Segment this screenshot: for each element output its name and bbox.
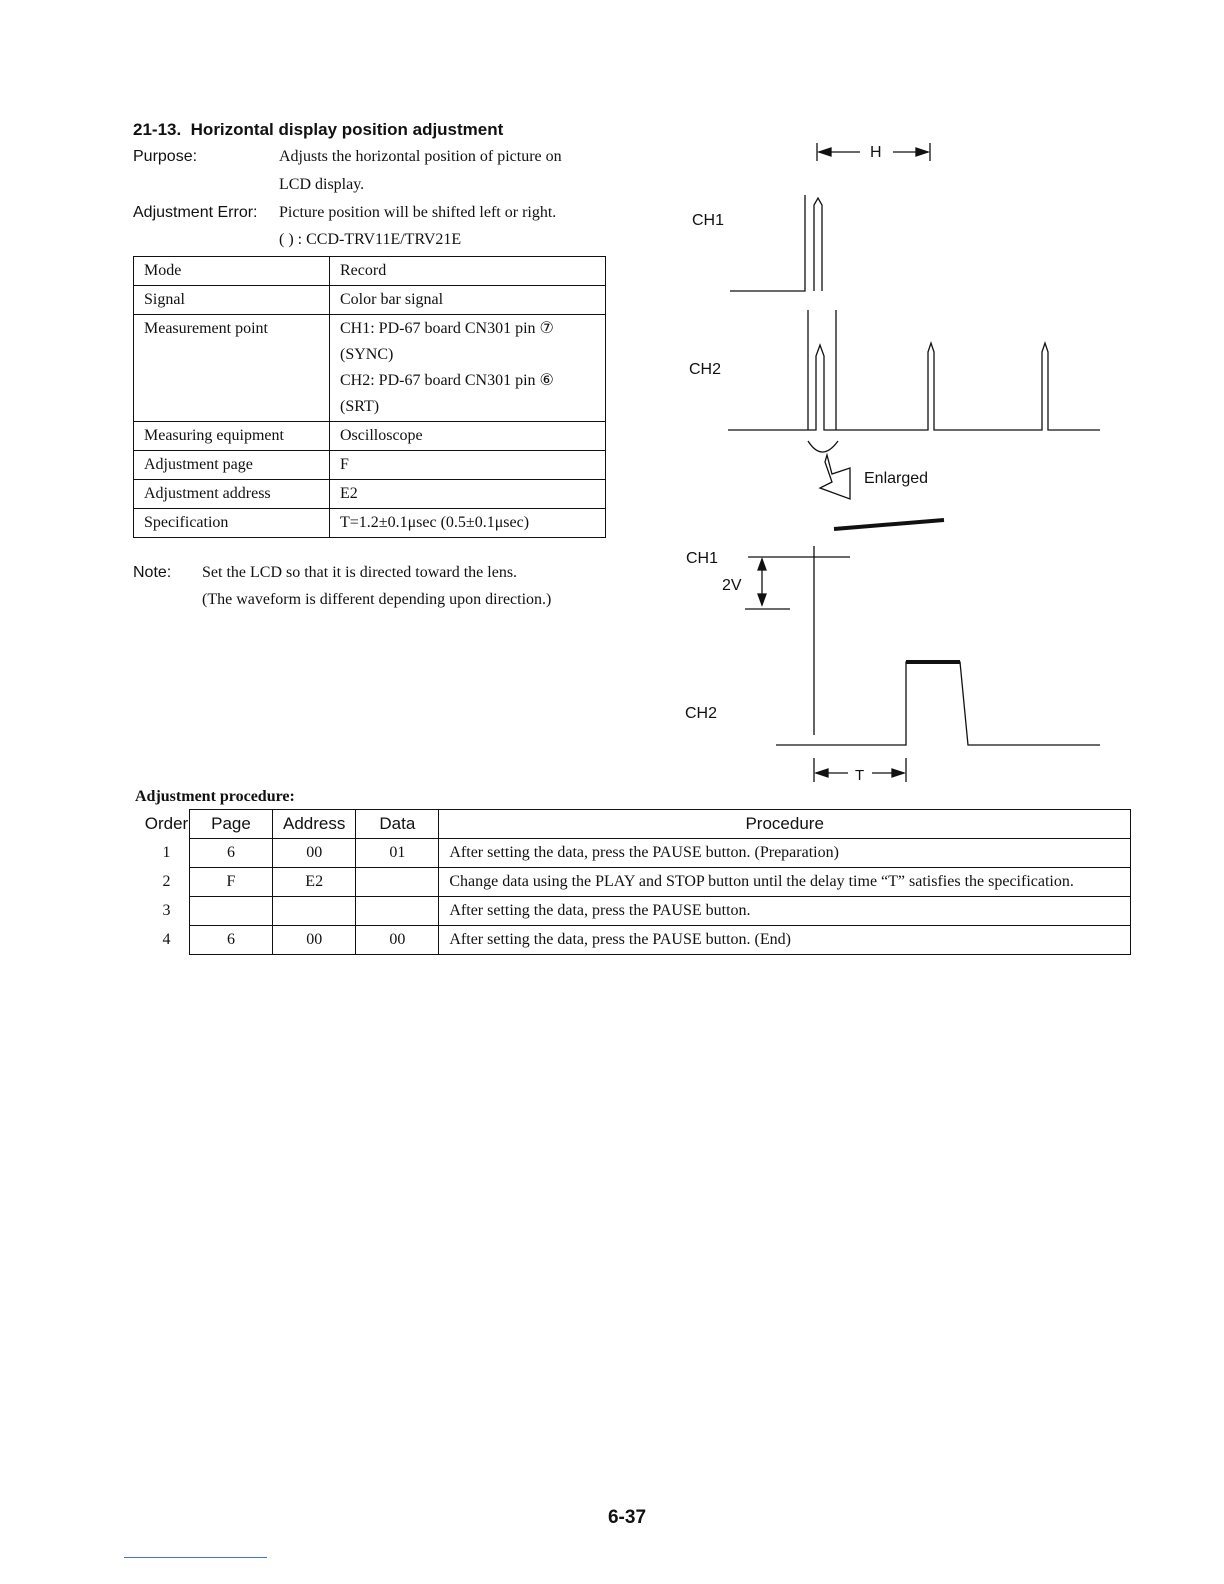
enlarged-arrow-icon	[820, 455, 850, 499]
settings-label: Mode	[134, 257, 330, 286]
row-procedure: After setting the data, press the PAUSE button. (Preparation)	[439, 839, 1131, 868]
section-heading: Horizontal display position adjustment	[190, 120, 504, 139]
2v-arrow-down	[758, 594, 766, 605]
footer-divider	[124, 1557, 267, 1558]
settings-value: Record	[330, 257, 606, 286]
t-label: T	[855, 767, 865, 784]
procedure-title: Adjustment procedure:	[135, 788, 295, 805]
row-procedure: After setting the data, press the PAUSE button.	[439, 897, 1131, 926]
row-order: 1	[162, 844, 171, 861]
settings-value: Color bar signal	[330, 286, 606, 315]
note-line-1: Set the LCD so that it is directed toward the lens.	[202, 564, 518, 581]
settings-table	[133, 256, 606, 538]
settings-value: F	[330, 451, 606, 480]
row-procedure: After setting the data, press the PAUSE button. (End)	[439, 926, 1131, 955]
ch2-waveform	[728, 310, 1100, 430]
settings-value-line: (SRT)	[340, 398, 380, 415]
row-page: 6	[190, 926, 273, 955]
row-page: F	[190, 868, 273, 897]
ch1-waveform	[730, 195, 805, 291]
row-address	[273, 897, 356, 926]
row-address: E2	[273, 868, 356, 897]
settings-label: Measuring equipment	[134, 422, 330, 451]
settings-value-line: CH2: PD-67 board CN301 pin ⑥	[340, 372, 554, 389]
settings-value: T=1.2±0.1μsec (0.5±0.1μsec)	[330, 509, 606, 538]
row-data: 01	[356, 839, 439, 868]
settings-value: E2	[330, 480, 606, 509]
settings-row	[134, 422, 606, 451]
row-data	[356, 897, 439, 926]
row-data	[356, 868, 439, 897]
header-address: Address	[273, 810, 356, 839]
procedure-row	[144, 839, 1131, 868]
header-order: Order	[144, 814, 189, 833]
row-page	[190, 897, 273, 926]
settings-label: Measurement point	[134, 315, 330, 422]
h-label: H	[870, 144, 882, 161]
h-arrow-right	[916, 148, 928, 156]
header-data: Data	[356, 810, 439, 839]
model-note: ( ) : CCD-TRV11E/TRV21E	[279, 231, 462, 248]
section-title	[133, 120, 503, 140]
purpose-text-1: Adjusts the horizontal position of picture on	[279, 148, 562, 165]
t-arrow-left	[816, 769, 828, 777]
procedure-header-row	[144, 810, 1131, 839]
ch2-label-enlarged: CH2	[685, 705, 718, 722]
settings-row	[134, 286, 606, 315]
settings-label: Specification	[134, 509, 330, 538]
settings-row	[134, 451, 606, 480]
row-order: 2	[162, 872, 171, 890]
note-line-2: (The waveform is different depending upon direction.)	[202, 591, 552, 608]
ch2-label-top: CH2	[689, 361, 722, 378]
row-order: 4	[162, 931, 171, 948]
section-number: 21-13.	[133, 120, 182, 139]
enlarge-bracket	[808, 441, 838, 452]
settings-row	[134, 315, 606, 422]
settings-row	[134, 480, 606, 509]
ch1-label-top: CH1	[692, 212, 725, 229]
enlarged-label: Enlarged	[864, 470, 929, 487]
settings-row	[134, 509, 606, 538]
2v-arrow-up	[758, 559, 766, 570]
settings-value	[330, 315, 606, 422]
header-procedure: Procedure	[439, 810, 1131, 839]
t-arrow-right	[892, 769, 904, 777]
adjustment-error-label: Adjustment Error:	[133, 204, 258, 221]
note-label: Note:	[133, 564, 172, 581]
procedure-row	[144, 868, 1131, 897]
adjustment-error-text: Picture position will be shifted left or right.	[279, 204, 557, 221]
procedure-row	[144, 926, 1131, 955]
row-address: 00	[273, 926, 356, 955]
header-page: Page	[190, 810, 273, 839]
settings-value: Oscilloscope	[330, 422, 606, 451]
ch1-pulse-inner	[814, 198, 822, 291]
ch1-enlarged-top-bold	[834, 520, 944, 529]
procedure-table	[144, 809, 1131, 955]
2v-label: 2V	[722, 577, 742, 594]
settings-value-line: (SYNC)	[340, 346, 394, 363]
row-page: 6	[190, 839, 273, 868]
row-order: 3	[162, 902, 171, 919]
settings-label: Signal	[134, 286, 330, 315]
row-procedure: Change data using the PLAY and STOP button until the delay time “T” satisfies the specification.	[439, 868, 1131, 897]
purpose-label: Purpose:	[133, 148, 198, 165]
page-number: 6-37	[607, 1507, 647, 1528]
waveform-diagram	[670, 130, 1120, 790]
settings-row	[134, 257, 606, 286]
settings-value-line: CH1: PD-67 board CN301 pin ⑦	[340, 320, 554, 337]
settings-label: Adjustment address	[134, 480, 330, 509]
procedure-row	[144, 897, 1131, 926]
settings-label: Adjustment page	[134, 451, 330, 480]
row-address: 00	[273, 839, 356, 868]
ch1-label-enlarged: CH1	[686, 550, 719, 567]
h-arrow-left	[819, 148, 831, 156]
purpose-text-2: LCD display.	[279, 176, 365, 193]
row-data: 00	[356, 926, 439, 955]
ch2-enlarged-waveform	[776, 662, 1100, 745]
